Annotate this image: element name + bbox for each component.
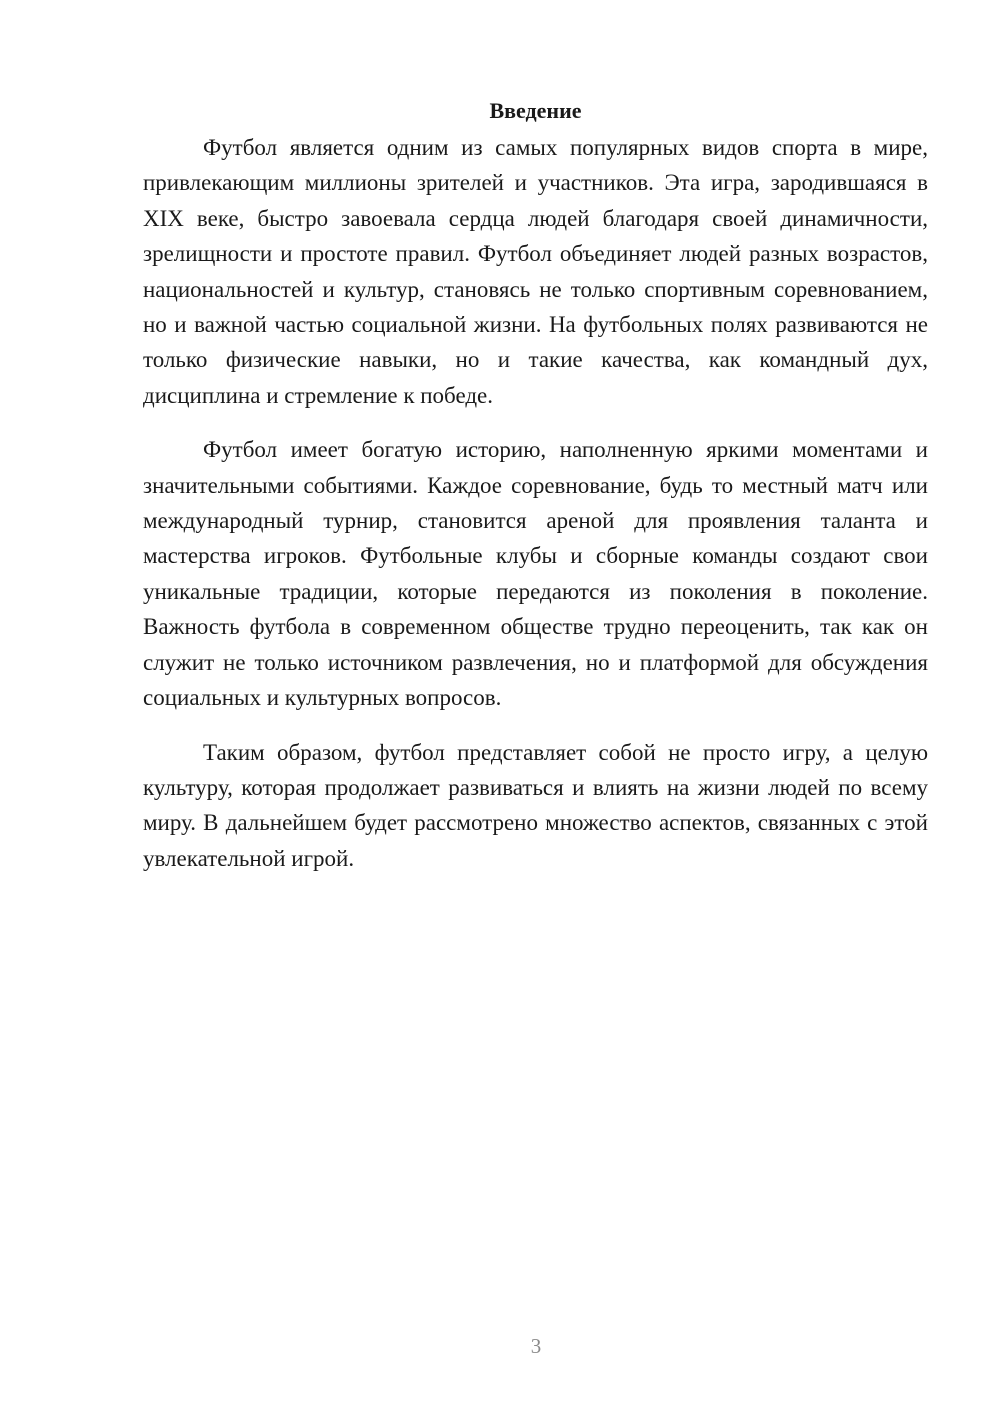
page-number: 3 (530, 1334, 542, 1358)
section-title: Введение (489, 98, 582, 123)
paragraph: Футбол имеет богатую историю, наполненную яркими моментами и значительными событиями. Каждое соревнование, будь то местный матч или международный турнир, становится ареной для проявления таланта и мастерства игроков. Футбольные клубы и сборные команды создают свои уникальные традиции, которые передаются из поколения в поколение. Важность футбола в современном обществе трудно переоценить, так как он служит не только источником развлечения, но и платформой для обсуждения социальных и культурных вопросов. (143, 437, 928, 711)
paragraph: Таким образом, футбол представляет собой не просто игру, а целую культуру, которая продолжает развиваться и влиять на жизни людей по всему миру. В дальнейшем будет рассмотрено множество аспектов, связанных с этой увлекательной игрой. (143, 739, 928, 871)
page-content (143, 94, 928, 895)
paragraph: Футбол является одним из самых популярных видов спорта в мире, привлекающим миллионы зрителей и участников. Эта игра, зародившаяся в XIX веке, быстро завоевала сердца людей благодаря своей динамичности, зрелищности и простоте правил. Футбол объединяет людей разных возрастов, национальностей и культур, становясь не только спортивным соревнованием, но и важной частью социальной жизни. На футбольных полях развиваются не только физические навыки, но и такие качества, как командный дух, дисциплина и стремление к победе. (143, 135, 928, 408)
